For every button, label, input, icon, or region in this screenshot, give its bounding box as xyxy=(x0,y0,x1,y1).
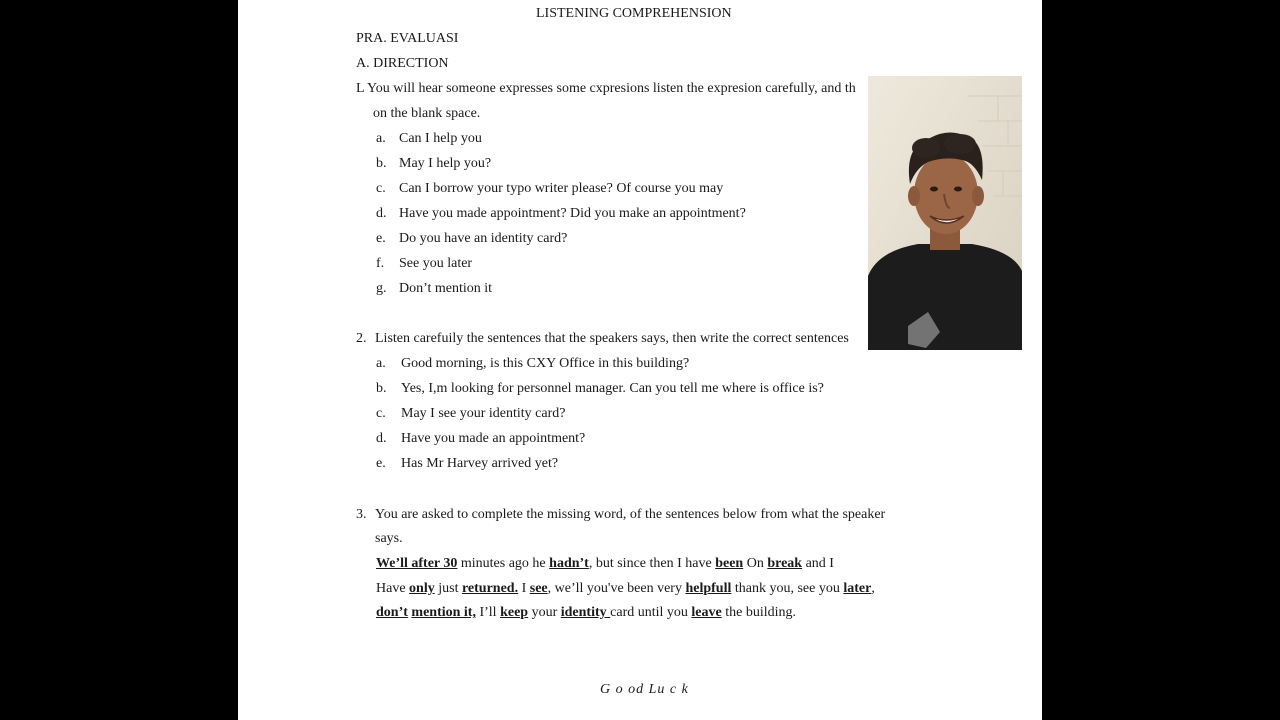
answer-text: , we’ll you've been very xyxy=(547,581,686,596)
q1-item-c-text: Can I borrow your typo writer please? Of course you may xyxy=(399,181,724,196)
q1-item-d-letter: d. xyxy=(376,206,387,221)
answer-text: I’ll xyxy=(475,605,501,620)
q1-item-g-letter: g. xyxy=(376,281,387,296)
answer-word: mention it, xyxy=(411,605,476,620)
section-heading: PRA. EVALUASI xyxy=(356,31,459,46)
answer-word: don’t xyxy=(376,605,408,620)
answer-text: minutes ago he xyxy=(457,556,550,571)
answer-word: hadn’t xyxy=(549,556,589,571)
answer-word: We’ll after 30 xyxy=(376,556,458,571)
page-title: LISTENING COMPREHENSION xyxy=(536,6,732,21)
answer-word: been xyxy=(715,556,744,571)
direction-heading: A. DIRECTION xyxy=(356,56,449,71)
q2-item-d-letter: d. xyxy=(376,431,387,446)
answer-text: card until you xyxy=(610,605,692,620)
answer-text: your xyxy=(528,605,561,620)
q1-item-f-text: See you later xyxy=(399,256,473,271)
answer-text: I xyxy=(518,581,530,596)
answer-text: the building. xyxy=(721,605,797,620)
answer-word: returned. xyxy=(461,581,519,596)
answer-word: leave xyxy=(691,605,722,620)
q3-text-line1: You are asked to complete the missing word, of the sentences below from what the speaker xyxy=(375,507,886,522)
answer-text: , xyxy=(871,581,875,596)
answer-text: On xyxy=(743,556,768,571)
answer-word: identity xyxy=(560,605,611,620)
q2-item-a-letter: a. xyxy=(376,356,386,371)
q1-number: L xyxy=(356,81,365,96)
webcam-overlay xyxy=(868,76,1022,350)
answer-word: see xyxy=(529,581,548,596)
answer-word: later xyxy=(843,581,872,596)
q1-item-g-text: Don’t mention it xyxy=(399,281,493,296)
q1-item-e-text: Do you have an identity card? xyxy=(399,231,568,246)
q3-text-line2: says. xyxy=(375,531,403,546)
good-luck-footer: G o od Lu c k xyxy=(600,682,689,697)
answer-word: helpfull xyxy=(685,581,732,596)
q1-item-e-letter: e. xyxy=(376,231,386,246)
answer-word: break xyxy=(767,556,803,571)
q1-text-line2: on the blank space. xyxy=(373,106,481,121)
q2-item-d-text: Have you made an appointment? xyxy=(401,431,586,446)
q1-item-b-letter: b. xyxy=(376,156,387,171)
q2-item-a-text: Good morning, is this CXY Office in this building? xyxy=(401,356,690,371)
answer-paragraph-line2 xyxy=(376,580,875,598)
q2-item-c-letter: c. xyxy=(376,406,386,421)
answer-word: keep xyxy=(500,605,529,620)
q3-number: 3. xyxy=(356,507,367,522)
q1-text-line1: You will hear someone expresses some cxpresions listen the expresion carefully, and th xyxy=(367,81,856,96)
q2-item-b-letter: b. xyxy=(376,381,387,396)
answer-text: just xyxy=(434,581,462,596)
answer-text: Have xyxy=(376,581,410,596)
q2-item-e-letter: e. xyxy=(376,456,386,471)
q1-item-c-letter: c. xyxy=(376,181,386,196)
answer-word: only xyxy=(409,581,435,596)
answer-paragraph-line1 xyxy=(376,555,834,573)
q1-item-d-text: Have you made appointment? Did you make an appointment? xyxy=(399,206,746,221)
q1-item-a-text: Can I help you xyxy=(399,131,482,146)
q2-item-c-text: May I see your identity card? xyxy=(401,406,566,421)
answer-text: thank you, see you xyxy=(731,581,844,596)
answer-text: and I xyxy=(802,556,834,571)
q2-item-b-text: Yes, I,m looking for personnel manager. Can you tell me where is office is? xyxy=(401,381,824,396)
answer-text: , but since then I have xyxy=(588,556,716,571)
q1-item-a-letter: a. xyxy=(376,131,386,146)
q1-item-f-letter: f. xyxy=(376,256,385,271)
q2-text: Listen carefuily the sentences that the speakers says, then write the correct sentences xyxy=(375,331,849,346)
answer-paragraph-line3 xyxy=(376,604,796,622)
q2-number: 2. xyxy=(356,331,367,346)
presenter-video xyxy=(868,76,1022,350)
q2-item-e-text: Has Mr Harvey arrived yet? xyxy=(401,456,559,471)
q1-item-b-text: May I help you? xyxy=(399,156,492,171)
